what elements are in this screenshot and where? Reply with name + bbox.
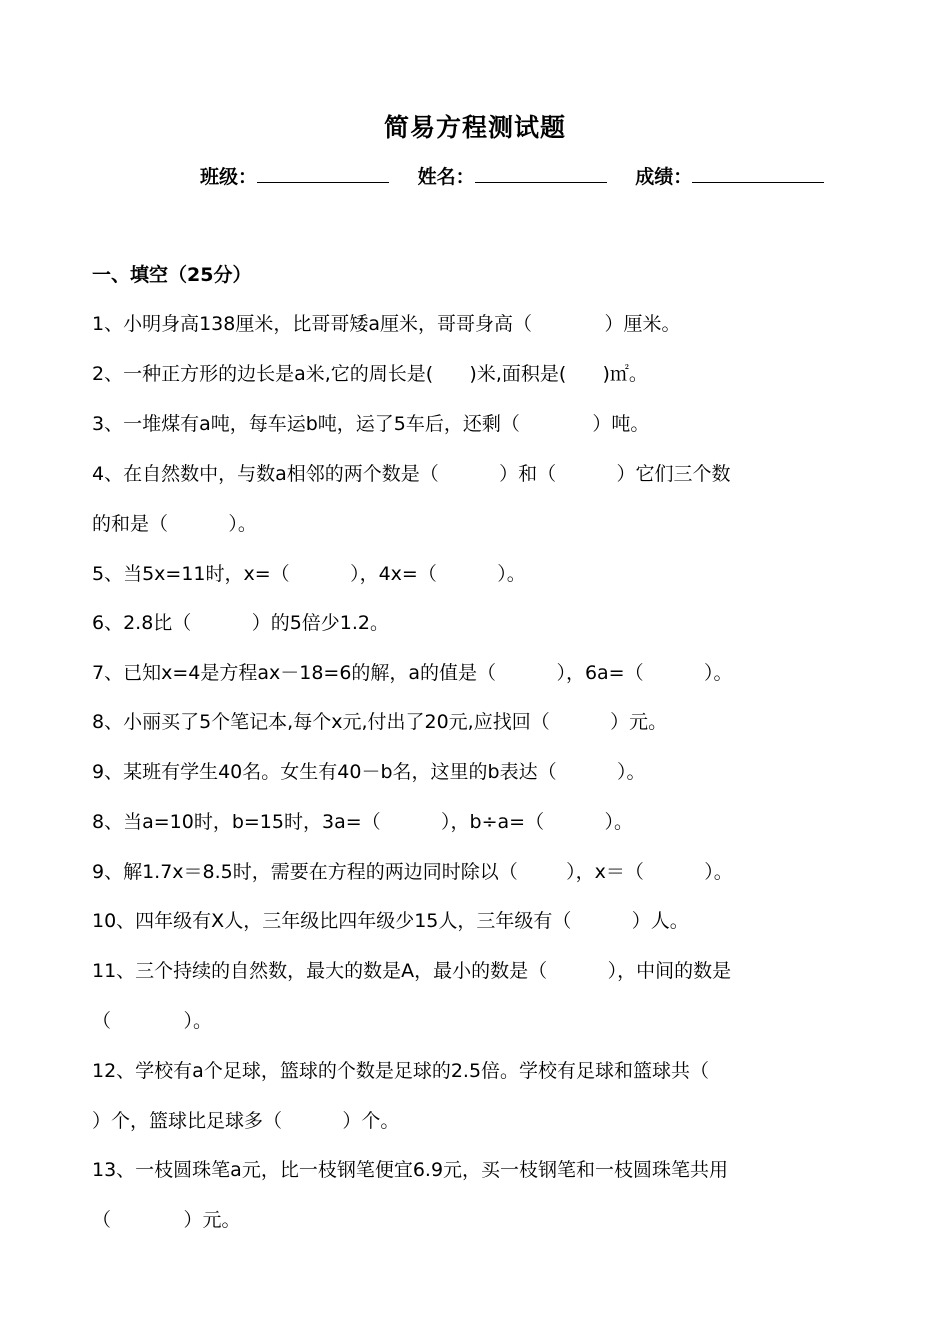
question-line: 9、解1.7x＝8.5时，需要在方程的两边同时除以（ ），x＝（ ）。 (92, 861, 733, 883)
student-info-row (200, 162, 846, 189)
question-line: 9、某班有学生40名。女生有40－b名，这里的b表达（ ）。 (92, 761, 646, 783)
class-blank[interactable] (257, 166, 389, 183)
question-line: 2、一种正方形的边长是a米,它的周长是( )米,面积是( )㎡。 (92, 363, 648, 385)
question-line: 3、一堆煤有a吨，每车运b吨，运了5车后，还剩（ ）吨。 (92, 413, 650, 435)
name-field (418, 162, 607, 189)
name-label: 姓名： (417, 166, 475, 188)
class-label: 班级： (200, 166, 258, 188)
class-field (200, 162, 389, 189)
question-line: 1、小明身高138厘米，比哥哥矮a厘米，哥哥身高（ ）厘米。 (92, 313, 681, 335)
question-line: 13、一枝圆珠笔a元，比一枝钢笔便宜6.9元，买一枝钢笔和一枝圆珠笔共用 (92, 1159, 729, 1181)
question-line: 6、2.8比（ ）的5倍少1.2。 (92, 612, 390, 634)
question-line: 10、四年级有X人，三年级比四年级少15人，三年级有（ ）人。 (92, 910, 689, 932)
question-line-continued: （ ）元。 (92, 1209, 241, 1231)
question-line: 5、当5x=11时，x=（ ），4x=（ ）。 (92, 563, 526, 585)
question-line-continued: （ ）。 (92, 1010, 212, 1032)
question-line: 7、已知x=4是方程ax－18=6的解，a的值是（ ），6a=（ ）。 (92, 662, 733, 684)
page-title: 简易方程测试题 (383, 113, 566, 142)
question-line: 11、三个持续的自然数，最大的数是A，最小的数是（ ），中间的数是 (92, 960, 732, 982)
question-line: 12、学校有a个足球，篮球的个数是足球的2.5倍。学校有足球和篮球共（ (92, 1060, 710, 1082)
section-heading: 一、填空（25分） (92, 264, 252, 286)
score-label: 成绩： (635, 166, 693, 188)
score-field (635, 162, 824, 189)
question-line: 8、小丽买了5个笔记本,每个x元,付出了20元,应找回（ ）元。 (92, 711, 668, 733)
question-line: 8、当a=10时，b=15时，3a=（ ），b÷a=（ ）。 (92, 811, 633, 833)
score-blank[interactable] (692, 166, 824, 183)
question-line-continued: 的和是（ ）。 (92, 513, 257, 535)
question-line-continued: ）个，篮球比足球多（ ）个。 (92, 1110, 400, 1132)
question-line: 4、在自然数中，与数a相邻的两个数是（ ）和（ ）它们三个数 (92, 463, 731, 485)
name-blank[interactable] (475, 166, 607, 183)
